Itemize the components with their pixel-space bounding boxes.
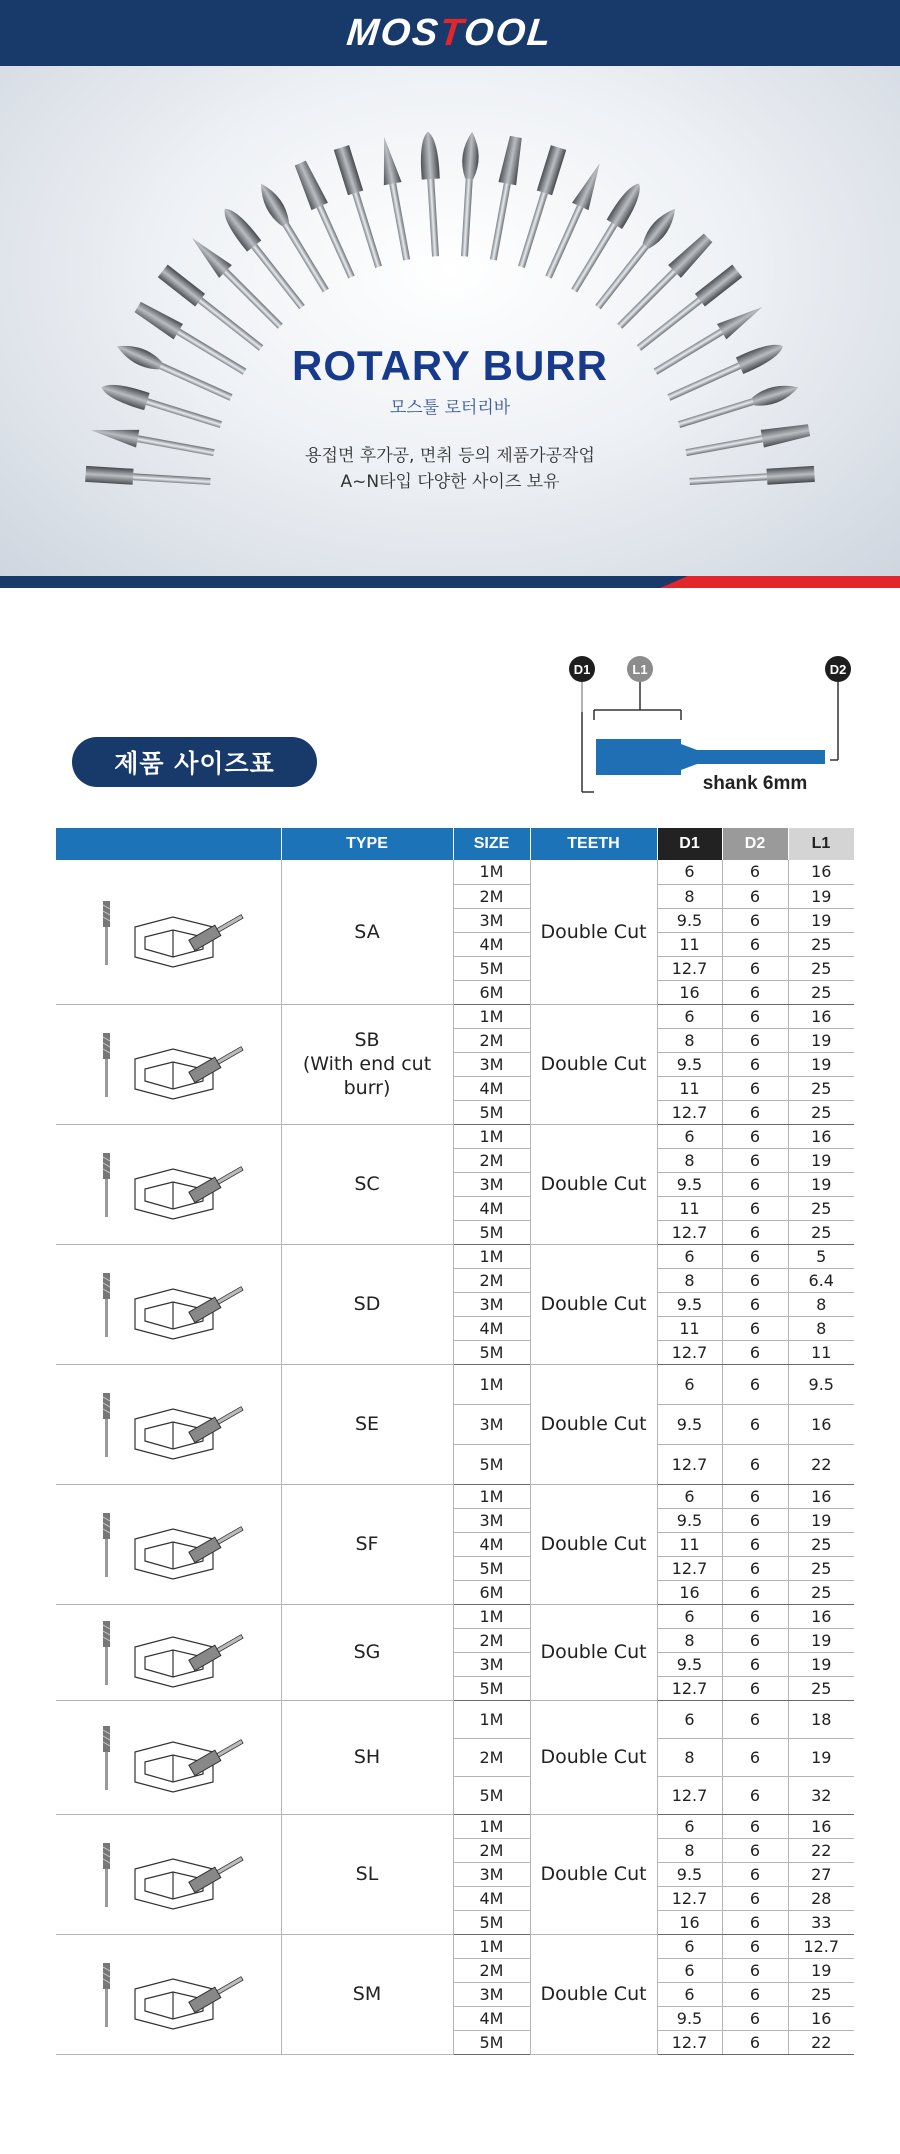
d1-cell: 8 bbox=[657, 884, 722, 908]
d1-cell: 12.7 bbox=[657, 1556, 722, 1580]
size-cell: 1M bbox=[453, 1484, 530, 1508]
size-cell: 5M bbox=[453, 1776, 530, 1814]
l1-cell: 11 bbox=[788, 1340, 854, 1364]
l1-cell: 32 bbox=[788, 1776, 854, 1814]
table-row bbox=[56, 1484, 854, 1508]
size-cell: 5M bbox=[453, 1340, 530, 1364]
taper-radius-end-burr-icon bbox=[63, 1829, 273, 1919]
tree-pointed-burr-icon bbox=[63, 1607, 273, 1697]
size-cell: 1M bbox=[453, 1244, 530, 1268]
l1-cell: 33 bbox=[788, 1910, 854, 1934]
d1-cell: 6 bbox=[657, 1604, 722, 1628]
d1-cell: 12.7 bbox=[657, 2030, 722, 2054]
d2-cell: 6 bbox=[722, 1652, 788, 1676]
size-cell: 3M bbox=[453, 1052, 530, 1076]
burr-tool-image bbox=[218, 203, 309, 313]
l1-cell: 25 bbox=[788, 1220, 854, 1244]
l1-cell: 16 bbox=[788, 1124, 854, 1148]
brand-logo: MOSTOOL bbox=[345, 11, 555, 54]
d2-label: D2 bbox=[829, 662, 847, 677]
l1-cell: 22 bbox=[788, 2030, 854, 2054]
d2-cell: 6 bbox=[722, 2030, 788, 2054]
table-row bbox=[56, 1604, 854, 1628]
d2-cell: 6 bbox=[722, 1196, 788, 1220]
d2-cell: 6 bbox=[722, 1604, 788, 1628]
size-cell: 1M bbox=[453, 1364, 530, 1404]
type-cell bbox=[281, 1700, 453, 1814]
cylinder-radius-end-burr-icon bbox=[63, 1139, 273, 1229]
d2-cell: 6 bbox=[722, 1982, 788, 2006]
table-row bbox=[56, 1364, 854, 1404]
d1-cell: 6 bbox=[657, 1004, 722, 1028]
d1-cell: 6 bbox=[657, 1124, 722, 1148]
burr-illustration-cell bbox=[56, 860, 281, 1004]
table-header-row bbox=[56, 828, 854, 860]
size-cell: 4M bbox=[453, 1532, 530, 1556]
size-cell: 1M bbox=[453, 1814, 530, 1838]
l1-cell: 25 bbox=[788, 1982, 854, 2006]
size-table bbox=[56, 828, 855, 2055]
l1-cell: 19 bbox=[788, 1148, 854, 1172]
d1-cell: 6 bbox=[657, 1364, 722, 1404]
header-type: TYPE bbox=[281, 828, 453, 860]
size-cell: 5M bbox=[453, 1676, 530, 1700]
header-teeth: TEETH bbox=[530, 828, 657, 860]
size-cell: 3M bbox=[453, 1862, 530, 1886]
hero-desc-line1: 용접면 후가공, 면취 등의 제품가공작업 bbox=[305, 446, 595, 466]
table-row bbox=[56, 1814, 854, 1838]
d2-cell: 6 bbox=[722, 980, 788, 1004]
size-cell: 3M bbox=[453, 1292, 530, 1316]
top-header bbox=[0, 0, 900, 66]
d2-cell: 6 bbox=[722, 1100, 788, 1124]
d1-cell: 6 bbox=[657, 1958, 722, 1982]
dimension-diagram bbox=[560, 650, 860, 800]
type-name: SH bbox=[353, 1746, 381, 1768]
l1-cell: 22 bbox=[788, 1838, 854, 1862]
table-row bbox=[56, 1004, 854, 1028]
d2-cell: 6 bbox=[722, 1910, 788, 1934]
burr-tool-image bbox=[456, 131, 480, 257]
l1-cell: 9.5 bbox=[788, 1364, 854, 1404]
size-cell: 3M bbox=[453, 1172, 530, 1196]
size-cell: 4M bbox=[453, 1076, 530, 1100]
d1-label: D1 bbox=[573, 662, 591, 677]
d2-cell: 6 bbox=[722, 1958, 788, 1982]
hero-description bbox=[0, 443, 900, 495]
d2-cell: 6 bbox=[722, 2006, 788, 2030]
size-cell: 4M bbox=[453, 2006, 530, 2030]
size-cell: 3M bbox=[453, 1982, 530, 2006]
type-name: SF bbox=[355, 1533, 379, 1555]
size-cell: 5M bbox=[453, 1556, 530, 1580]
type-cell bbox=[281, 1124, 453, 1244]
l1-cell: 16 bbox=[788, 2006, 854, 2030]
hero-banner bbox=[0, 66, 900, 576]
ball-burr-icon bbox=[63, 1259, 273, 1349]
d1-cell: 8 bbox=[657, 1148, 722, 1172]
l1-cell: 19 bbox=[788, 1172, 854, 1196]
l1-cell: 28 bbox=[788, 1886, 854, 1910]
d1-cell: 6 bbox=[657, 860, 722, 884]
burr-illustration-cell bbox=[56, 1004, 281, 1124]
burr-tool-image bbox=[613, 232, 714, 333]
d1-cell: 12.7 bbox=[657, 956, 722, 980]
tree-radius-end-burr-icon bbox=[63, 1499, 273, 1589]
d2-cell: 6 bbox=[722, 1316, 788, 1340]
teeth-cell: Double Cut bbox=[530, 1364, 657, 1484]
d2-cell: 6 bbox=[722, 1814, 788, 1838]
d2-cell: 6 bbox=[722, 1886, 788, 1910]
l1-cell: 19 bbox=[788, 1958, 854, 1982]
d2-cell: 6 bbox=[722, 1532, 788, 1556]
d1-cell: 11 bbox=[657, 932, 722, 956]
size-cell: 2M bbox=[453, 1838, 530, 1862]
red-accent-stripe bbox=[660, 576, 900, 588]
size-cell: 5M bbox=[453, 1220, 530, 1244]
d1-cell: 9.5 bbox=[657, 1404, 722, 1444]
teeth-cell: Double Cut bbox=[530, 1244, 657, 1364]
d2-cell: 6 bbox=[722, 1484, 788, 1508]
size-cell: 1M bbox=[453, 1934, 530, 1958]
d1-cell: 12.7 bbox=[657, 1444, 722, 1484]
d2-cell: 6 bbox=[722, 1738, 788, 1776]
shank-label: shank 6mm bbox=[702, 773, 808, 794]
l1-cell: 25 bbox=[788, 1580, 854, 1604]
teeth-cell: Double Cut bbox=[530, 1814, 657, 1934]
d2-cell: 6 bbox=[722, 1004, 788, 1028]
d1-cell: 9.5 bbox=[657, 1862, 722, 1886]
size-cell: 2M bbox=[453, 1628, 530, 1652]
size-cell: 1M bbox=[453, 1700, 530, 1738]
teeth-cell: Double Cut bbox=[530, 1604, 657, 1700]
burr-illustration-cell bbox=[56, 1814, 281, 1934]
burr-illustration-cell bbox=[56, 1604, 281, 1700]
l1-cell: 16 bbox=[788, 1004, 854, 1028]
l1-cell: 19 bbox=[788, 1028, 854, 1052]
header-l1: L1 bbox=[788, 828, 854, 860]
l1-cell: 16 bbox=[788, 1484, 854, 1508]
header-d1: D1 bbox=[657, 828, 722, 860]
l1-cell: 19 bbox=[788, 908, 854, 932]
table-row bbox=[56, 1934, 854, 1958]
teeth-cell: Double Cut bbox=[530, 860, 657, 1004]
type-name: SB bbox=[354, 1029, 380, 1051]
type-cell bbox=[281, 1244, 453, 1364]
d1-cell: 11 bbox=[657, 1196, 722, 1220]
d1-cell: 11 bbox=[657, 1076, 722, 1100]
d1-cell: 9.5 bbox=[657, 908, 722, 932]
size-cell: 3M bbox=[453, 1404, 530, 1444]
teeth-cell: Double Cut bbox=[530, 1004, 657, 1124]
size-cell: 2M bbox=[453, 1028, 530, 1052]
size-cell: 6M bbox=[453, 1580, 530, 1604]
d1-cell: 16 bbox=[657, 980, 722, 1004]
d1-cell: 12.7 bbox=[657, 1340, 722, 1364]
d2-cell: 6 bbox=[722, 1862, 788, 1886]
l1-cell: 19 bbox=[788, 1508, 854, 1532]
d1-cell: 12.7 bbox=[657, 1100, 722, 1124]
size-table-container bbox=[56, 828, 854, 2055]
d2-cell: 6 bbox=[722, 1556, 788, 1580]
type-cell bbox=[281, 1814, 453, 1934]
burr-illustration-cell bbox=[56, 1700, 281, 1814]
l1-cell: 8 bbox=[788, 1292, 854, 1316]
d1-cell: 8 bbox=[657, 1738, 722, 1776]
table-row bbox=[56, 1124, 854, 1148]
l1-cell: 25 bbox=[788, 1532, 854, 1556]
d1-cell: 8 bbox=[657, 1628, 722, 1652]
size-cell: 2M bbox=[453, 1148, 530, 1172]
cone-burr-icon bbox=[63, 1949, 273, 2039]
l1-cell: 19 bbox=[788, 1052, 854, 1076]
d2-cell: 6 bbox=[722, 1124, 788, 1148]
type-cell bbox=[281, 1934, 453, 2054]
burr-tool-image bbox=[419, 131, 445, 257]
l1-cell: 25 bbox=[788, 956, 854, 980]
l1-cell: 22 bbox=[788, 1444, 854, 1484]
size-cell: 5M bbox=[453, 2030, 530, 2054]
burr-tool-image bbox=[375, 135, 415, 261]
d2-cell: 6 bbox=[722, 1676, 788, 1700]
burr-tool-image bbox=[186, 232, 287, 333]
burr-tool-image bbox=[484, 135, 524, 261]
size-cell: 3M bbox=[453, 1652, 530, 1676]
l1-cell: 6.4 bbox=[788, 1268, 854, 1292]
d1-cell: 11 bbox=[657, 1532, 722, 1556]
d1-cell: 9.5 bbox=[657, 1052, 722, 1076]
cylinder-burr-icon bbox=[63, 887, 273, 977]
burr-illustration-cell bbox=[56, 1124, 281, 1244]
l1-cell: 8 bbox=[788, 1316, 854, 1340]
d2-cell: 6 bbox=[722, 1292, 788, 1316]
size-cell: 2M bbox=[453, 1958, 530, 1982]
size-cell: 2M bbox=[453, 1738, 530, 1776]
d2-cell: 6 bbox=[722, 1700, 788, 1738]
type-name: SE bbox=[354, 1413, 380, 1435]
header-image bbox=[56, 828, 281, 860]
l1-cell: 5 bbox=[788, 1244, 854, 1268]
type-name: SD bbox=[353, 1293, 381, 1315]
d2-cell: 6 bbox=[722, 1444, 788, 1484]
l1-cell: 25 bbox=[788, 1100, 854, 1124]
size-cell: 4M bbox=[453, 1886, 530, 1910]
size-cell: 1M bbox=[453, 860, 530, 884]
l1-label: L1 bbox=[632, 662, 648, 677]
size-cell: 2M bbox=[453, 1268, 530, 1292]
l1-cell: 16 bbox=[788, 1404, 854, 1444]
type-note: (With end cut burr) bbox=[302, 1053, 432, 1099]
burr-illustration-cell bbox=[56, 1364, 281, 1484]
d1-cell: 9.5 bbox=[657, 1292, 722, 1316]
d1-cell: 8 bbox=[657, 1268, 722, 1292]
l1-cell: 12.7 bbox=[788, 1934, 854, 1958]
l1-cell: 25 bbox=[788, 1676, 854, 1700]
d2-cell: 6 bbox=[722, 1172, 788, 1196]
l1-cell: 25 bbox=[788, 1556, 854, 1580]
d2-cell: 6 bbox=[722, 1838, 788, 1862]
d1-cell: 6 bbox=[657, 1814, 722, 1838]
d2-cell: 6 bbox=[722, 1028, 788, 1052]
d2-cell: 6 bbox=[722, 908, 788, 932]
d1-cell: 12.7 bbox=[657, 1886, 722, 1910]
d1-cell: 12.7 bbox=[657, 1676, 722, 1700]
hero-desc-line2: A~N타입 다양한 사이즈 보유 bbox=[340, 472, 560, 492]
l1-cell: 19 bbox=[788, 1652, 854, 1676]
size-cell: 5M bbox=[453, 1100, 530, 1124]
d2-cell: 6 bbox=[722, 860, 788, 884]
burr-tool-image bbox=[592, 204, 682, 312]
size-cell: 5M bbox=[453, 1444, 530, 1484]
d1-cell: 6 bbox=[657, 1244, 722, 1268]
size-cell: 6M bbox=[453, 980, 530, 1004]
l1-cell: 19 bbox=[788, 1738, 854, 1776]
d2-cell: 6 bbox=[722, 1364, 788, 1404]
size-cell: 1M bbox=[453, 1124, 530, 1148]
d2-cell: 6 bbox=[722, 1404, 788, 1444]
d2-cell: 6 bbox=[722, 1148, 788, 1172]
type-name: SL bbox=[355, 1863, 379, 1885]
d2-cell: 6 bbox=[722, 1340, 788, 1364]
d1-cell: 12.7 bbox=[657, 1220, 722, 1244]
d1-cell: 12.7 bbox=[657, 1776, 722, 1814]
d1-cell: 6 bbox=[657, 1982, 722, 2006]
type-name: SA bbox=[354, 920, 380, 943]
rotary-burr-arc-image bbox=[0, 66, 900, 576]
l1-cell: 16 bbox=[788, 1814, 854, 1838]
size-cell: 1M bbox=[453, 1604, 530, 1628]
size-cell: 4M bbox=[453, 932, 530, 956]
size-cell: 4M bbox=[453, 1196, 530, 1220]
d2-cell: 6 bbox=[722, 1508, 788, 1532]
flame-burr-icon bbox=[63, 1712, 273, 1802]
header-size: SIZE bbox=[453, 828, 530, 860]
d1-cell: 11 bbox=[657, 1316, 722, 1340]
burr-illustration-cell bbox=[56, 1934, 281, 2054]
type-name: SC bbox=[354, 1173, 380, 1195]
burr-shank-shape bbox=[697, 750, 825, 764]
d2-cell: 6 bbox=[722, 956, 788, 980]
d1-cell: 6 bbox=[657, 1484, 722, 1508]
hero-subtitle: 모스툴 로터리바 bbox=[389, 398, 511, 418]
d2-cell: 6 bbox=[722, 1628, 788, 1652]
d2-cell: 6 bbox=[722, 932, 788, 956]
l1-cell: 25 bbox=[788, 1196, 854, 1220]
d1-cell: 9.5 bbox=[657, 1172, 722, 1196]
oval-burr-icon bbox=[63, 1379, 273, 1469]
d2-cell: 6 bbox=[722, 1220, 788, 1244]
l1-cell: 16 bbox=[788, 860, 854, 884]
size-cell: 3M bbox=[453, 1508, 530, 1532]
teeth-cell: Double Cut bbox=[530, 1484, 657, 1604]
type-cell bbox=[281, 1364, 453, 1484]
l1-cell: 27 bbox=[788, 1862, 854, 1886]
size-cell: 5M bbox=[453, 956, 530, 980]
size-cell: 4M bbox=[453, 1316, 530, 1340]
table-row bbox=[56, 1700, 854, 1738]
l1-cell: 16 bbox=[788, 1604, 854, 1628]
type-name: SM bbox=[352, 1983, 382, 2005]
size-cell: 5M bbox=[453, 1910, 530, 1934]
l1-cell: 25 bbox=[788, 1076, 854, 1100]
burr-head-shape bbox=[596, 739, 681, 775]
type-cell bbox=[281, 1604, 453, 1700]
d1-cell: 16 bbox=[657, 1580, 722, 1604]
d2-cell: 6 bbox=[722, 884, 788, 908]
header-d2: D2 bbox=[722, 828, 788, 860]
type-cell bbox=[281, 1004, 453, 1124]
hero-bottom-stripe bbox=[0, 576, 900, 588]
teeth-cell: Double Cut bbox=[530, 1934, 657, 2054]
cylinder-end-cut-burr-icon bbox=[63, 1019, 273, 1109]
l1-cell: 25 bbox=[788, 932, 854, 956]
burr-tool-image bbox=[634, 265, 742, 355]
d1-cell: 6 bbox=[657, 1700, 722, 1738]
d2-cell: 6 bbox=[722, 1268, 788, 1292]
d2-cell: 6 bbox=[722, 1934, 788, 1958]
teeth-cell: Double Cut bbox=[530, 1124, 657, 1244]
d2-cell: 6 bbox=[722, 1052, 788, 1076]
d1-cell: 16 bbox=[657, 1910, 722, 1934]
d1-cell: 8 bbox=[657, 1838, 722, 1862]
d1-cell: 9.5 bbox=[657, 1508, 722, 1532]
hero-title: ROTARY BURR bbox=[292, 342, 608, 389]
size-cell: 1M bbox=[453, 1004, 530, 1028]
burr-illustration-cell bbox=[56, 1244, 281, 1364]
d1-cell: 8 bbox=[657, 1028, 722, 1052]
size-cell: 3M bbox=[453, 908, 530, 932]
burr-illustration-cell bbox=[56, 1484, 281, 1604]
type-cell bbox=[281, 1484, 453, 1604]
d1-cell: 6 bbox=[657, 1934, 722, 1958]
d2-cell: 6 bbox=[722, 1580, 788, 1604]
burr-tool-image bbox=[158, 265, 266, 355]
type-name: SG bbox=[353, 1641, 381, 1663]
teeth-cell: Double Cut bbox=[530, 1700, 657, 1814]
d1-cell: 9.5 bbox=[657, 2006, 722, 2030]
d1-cell: 9.5 bbox=[657, 1652, 722, 1676]
type-cell bbox=[281, 860, 453, 1004]
table-row bbox=[56, 860, 854, 884]
l1-cell: 19 bbox=[788, 884, 854, 908]
l1-cell: 19 bbox=[788, 1628, 854, 1652]
l1-cell: 25 bbox=[788, 980, 854, 1004]
size-chart-badge: 제품 사이즈표 bbox=[72, 737, 317, 787]
d2-cell: 6 bbox=[722, 1244, 788, 1268]
size-cell: 2M bbox=[453, 884, 530, 908]
table-row bbox=[56, 1244, 854, 1268]
d2-cell: 6 bbox=[722, 1076, 788, 1100]
d2-cell: 6 bbox=[722, 1776, 788, 1814]
l1-cell: 18 bbox=[788, 1700, 854, 1738]
